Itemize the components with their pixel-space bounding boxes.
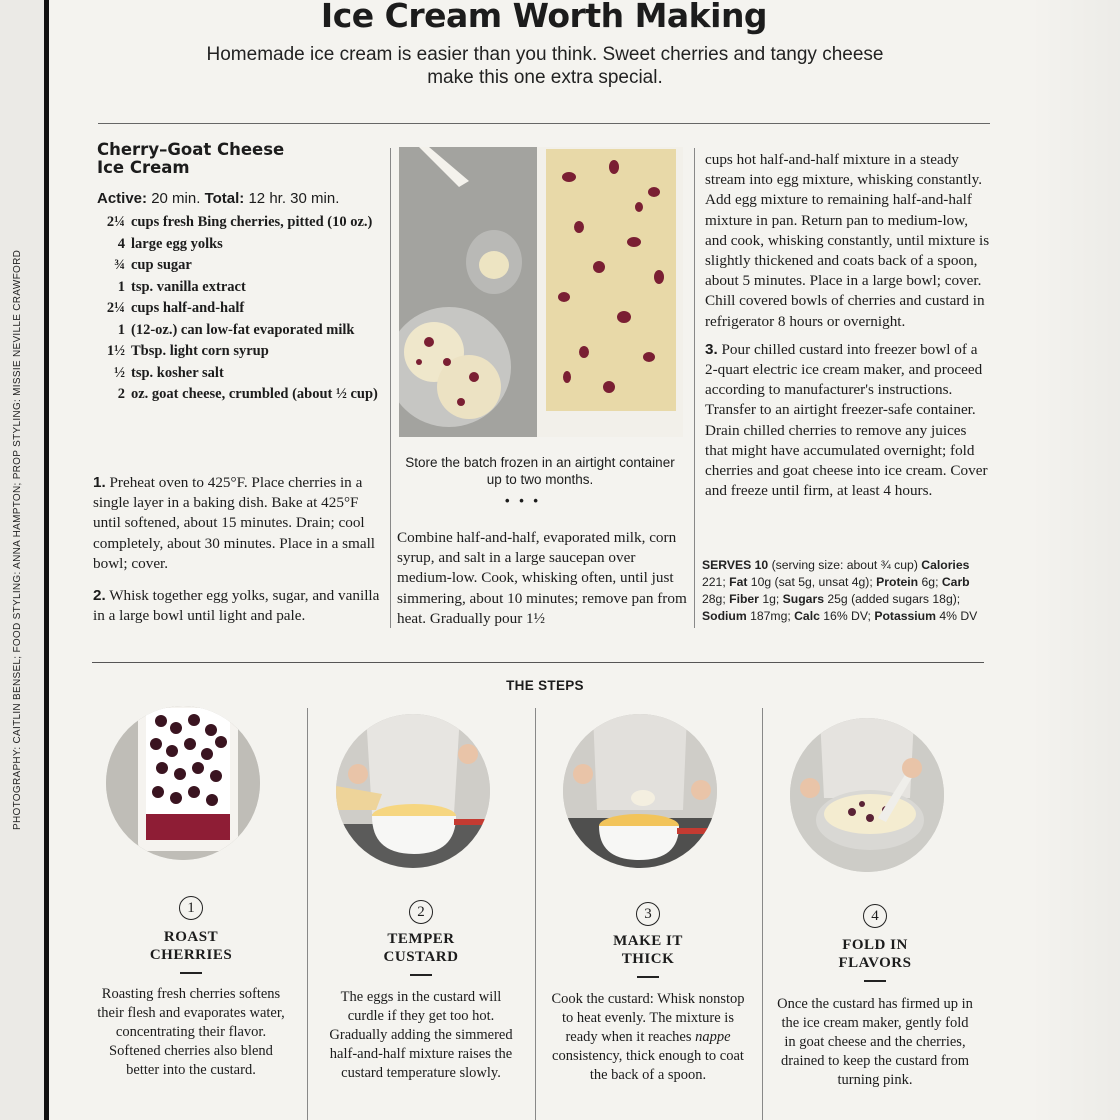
step-text: Whisk together egg yolks, sugar, and vanilla in a large bowl until light and pale. — [93, 587, 380, 625]
sodium-label: Sodium — [702, 609, 747, 623]
step-title-line2: CUSTARD — [383, 949, 459, 965]
step-description: Once the custard has firmed up in the ice cream maker, gently fold in goat cheese and the cherries, drained to keep the custard from turning pink. — [777, 996, 973, 1088]
nutrition-info — [702, 557, 992, 625]
step-photo-roast — [106, 706, 260, 860]
fiber-label: Fiber — [729, 592, 759, 606]
ingredient-item — [92, 386, 387, 404]
ice-cream-illustration — [399, 147, 683, 437]
step-card-2 — [316, 706, 526, 1120]
step-text-emphasis: nappe — [695, 1029, 731, 1045]
potassium-value: 4% DV — [939, 609, 978, 623]
instruction-step-3 — [705, 340, 990, 502]
serving-size: (serving size: about ¾ cup) — [771, 558, 918, 572]
ingredient-item — [92, 300, 387, 318]
column-rule-1 — [390, 148, 391, 628]
step-rule-2 — [535, 708, 536, 1120]
step-description — [550, 990, 746, 1085]
step-number: 3. — [705, 340, 718, 358]
calories-value: 221; — [702, 575, 726, 589]
ingredient-qty: 1 — [117, 278, 125, 295]
step-number: 1. — [93, 474, 106, 491]
step-dash — [410, 974, 432, 976]
active-label: Active: — [97, 190, 148, 207]
step-text: Preheat oven to 425°F. Place cherries in a single layer in a baking dish. Bake at 425°F until softened, about 15 minutes. Drain; cool completely, about 30 minutes. Place in a small bowl; cover. — [93, 474, 376, 572]
header-divider — [98, 123, 990, 124]
step-title — [553, 932, 743, 968]
fat-value: 10g (sat 5g, unsat 4g); — [750, 575, 873, 589]
ingredient-qty: 2¼ — [106, 214, 125, 230]
ingredient-item — [92, 279, 387, 297]
recipe-title — [97, 141, 284, 177]
step-description: The eggs in the custard will curdle if they get too hot. Gradually adding the simmered half-and-half mixture raises the custard temperature slowly. — [329, 989, 513, 1081]
page-shadow — [1030, 0, 1120, 1120]
ingredient-item — [92, 236, 387, 254]
carb-value: 28g; — [702, 592, 726, 606]
step-title — [780, 936, 970, 972]
sugars-value: 25g (added sugars 18g); — [827, 592, 961, 606]
step-title-line1: MAKE IT — [613, 933, 683, 949]
step-title-line1: ROAST — [163, 929, 219, 945]
instructions-col1 — [93, 473, 383, 626]
step-title-line2: THICK — [621, 951, 675, 967]
step-text-continued: cups hot half-and-half mixture in a steady stream into egg mixture, whisking constantly. Add egg mixture to remaining half-and-half mixture in pan. Return pan to medium-low, and cook, whisking constantly, until mixture is slightly thickened and coats back of a spoon, about 5 minutes. Place in a large bowl; cover. Chill covered bowls of cherries and custard in refrigerator 8 hours or overnight. — [705, 151, 990, 330]
ingredient-item — [92, 257, 387, 275]
instructions-col3 — [705, 150, 990, 501]
page-title: Ice Cream Worth Making — [320, 0, 768, 35]
ingredient-item — [92, 365, 387, 383]
tempering-custard-illustration — [336, 714, 490, 868]
ingredient-text: (12-oz.) can low-fat evaporated milk — [131, 321, 355, 338]
instruction-step-1 — [93, 473, 383, 574]
step-card-3 — [543, 706, 753, 1120]
step-title-line2: FLAVORS — [838, 955, 912, 971]
active-value: 20 min. — [151, 190, 201, 207]
step-photo-fold — [790, 718, 944, 872]
ingredient-text: oz. goat cheese, crumbled (about ½ cup) — [131, 386, 378, 402]
ingredient-qty: 1½ — [106, 343, 125, 359]
total-label: Total: — [204, 190, 245, 207]
step-dash — [864, 980, 886, 982]
step-title-line2: CHERRIES — [149, 947, 233, 963]
folding-flavors-illustration — [790, 718, 944, 872]
step-text-part: Cook the custard: Whisk nonstop to heat evenly. The mixture is ready when it reaches — [551, 991, 745, 1045]
step-number-badge: 1 — [179, 896, 203, 920]
step-title — [326, 930, 516, 966]
step-number-badge: 3 — [636, 902, 660, 926]
serves: SERVES 10 — [702, 558, 769, 572]
step-rule-1 — [307, 708, 308, 1120]
step-card-1 — [86, 706, 296, 1120]
ingredient-text: cup sugar — [131, 257, 192, 273]
step-description: Roasting fresh cherries softens their flesh and evaporates water, concentrating their flavor. Softened cherries also blend better into the custard. — [97, 986, 285, 1078]
ingredient-text: Tbsp. light corn syrup — [131, 343, 269, 359]
ingredient-qty: 1 — [117, 321, 125, 338]
ingredient-qty: 4 — [117, 235, 125, 252]
recipe-title-line1: Cherry–Goat Cheese — [97, 140, 285, 159]
ingredient-qty: ¾ — [114, 257, 125, 273]
step-text-part: consistency, thick enough to coat the back of a spoon. — [552, 1048, 744, 1083]
thickening-custard-illustration — [563, 714, 717, 868]
step-dash — [180, 972, 202, 974]
step-photo-thicken — [563, 714, 717, 868]
ingredient-qty: 2¼ — [106, 300, 125, 316]
fat-label: Fat — [729, 575, 748, 589]
fiber-value: 1g; — [762, 592, 780, 606]
step-number: 2. — [93, 587, 106, 605]
step-text: Pour chilled custard into freezer bowl of a 2-quart electric ice cream maker, and proceed according to manufacturer's instructions. Transfer to an airtight freezer-safe container. Drain chilled cherries to remove any juices that might have accumulated overnight; fold cherries and goat cheese into ice cream. Cover and freeze until firm, at least 4 hours. — [705, 340, 988, 500]
ingredient-text: large egg yolks — [131, 235, 223, 252]
section-separator: • • • — [505, 493, 541, 508]
step-number-badge: 4 — [863, 904, 887, 928]
ingredient-qty: ½ — [114, 364, 125, 381]
step-title — [96, 928, 286, 964]
sugars-label: Sugars — [782, 592, 824, 606]
page-subtitle: Homemade ice cream is easier than you think. Sweet cherries and tangy cheese make this one extra special. — [206, 44, 884, 88]
photo-credit: PHOTOGRAPHY: CAITLIN BENSEL; FOOD STYLING: ANNA HAMPTON; PROP STYLING: MISSIE NEVILLE CRAWFORD — [12, 249, 23, 830]
step-number-badge: 2 — [409, 900, 433, 924]
recipe-times — [97, 190, 339, 207]
potassium-label: Potassium — [874, 609, 936, 623]
ingredient-item — [92, 343, 387, 361]
steps-heading: THE STEPS — [506, 678, 584, 693]
step-text: Combine half-and-half, evaporated milk, corn syrup, and salt in a large saucepan over medium-low. Cook, whisking often, until just simmering, about 10 minutes; remove pan from heat. Gradually pour 1½ — [397, 529, 687, 627]
step-rule-3 — [762, 708, 763, 1120]
step-title-line1: TEMPER — [387, 931, 455, 947]
roasted-cherries-illustration — [106, 706, 260, 860]
ingredient-item — [92, 214, 387, 232]
sodium-value: 187mg; — [750, 609, 791, 623]
total-value: 12 hr. 30 min. — [248, 190, 340, 207]
ingredient-text: tsp. kosher salt — [131, 364, 224, 381]
step-card-4 — [770, 706, 980, 1120]
steps-divider — [92, 662, 984, 663]
protein-value: 6g; — [921, 575, 939, 589]
calories-label: Calories — [921, 558, 970, 572]
carb-label: Carb — [941, 575, 970, 589]
photo-caption: Store the batch frozen in an airtight container up to two months. — [405, 455, 675, 487]
step-dash — [637, 976, 659, 978]
ingredient-text: cups fresh Bing cherries, pitted (10 oz.) — [131, 214, 373, 230]
ice-cream-photo — [399, 147, 683, 437]
recipe-title-line2: Ice Cream — [97, 158, 190, 177]
instruction-step-2 — [93, 586, 383, 626]
ingredient-item — [92, 322, 387, 340]
calc-label: Calc — [794, 609, 820, 623]
step-photo-temper — [336, 714, 490, 868]
ingredient-text: cups half-and-half — [131, 300, 245, 316]
step-title-line1: FOLD IN — [842, 937, 908, 953]
instructions-col2 — [397, 528, 687, 629]
ingredient-list — [92, 214, 387, 408]
ingredient-text: tsp. vanilla extract — [131, 278, 246, 295]
ingredient-qty: 2 — [117, 386, 125, 402]
binding-rule — [44, 0, 49, 1120]
protein-label: Protein — [876, 575, 919, 589]
column-rule-2 — [694, 148, 695, 628]
calc-value: 16% DV; — [823, 609, 871, 623]
